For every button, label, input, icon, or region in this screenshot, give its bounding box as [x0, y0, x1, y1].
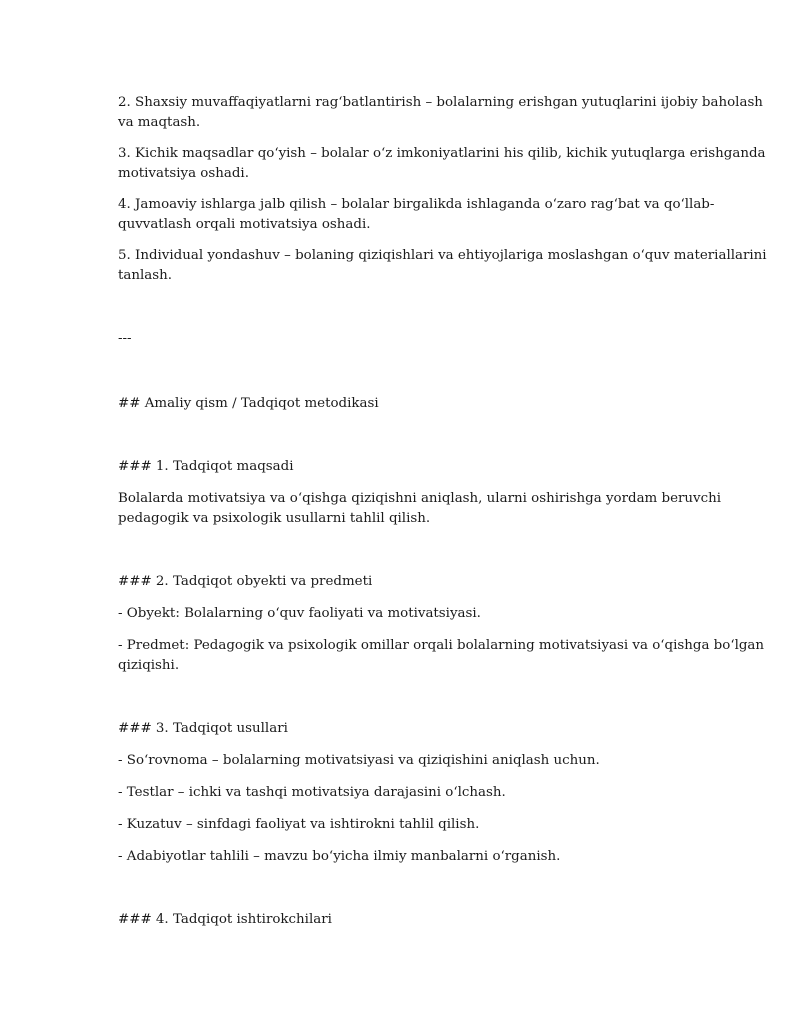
section-heading: ## Amaliy qism / Tadqiqot metodikasi: [118, 396, 379, 411]
research-goal-line-2: pedagogik va psixologik usullarni tahlil qilish.: [118, 511, 431, 526]
research-goal-line-1: Bolalarda motivatsiya va o‘qishga qiziqishni aniqlash, ularni oshirishga yordam beruvchi: [118, 491, 722, 506]
subheading-research-methods: ### 3. Tadqiqot usullari: [118, 721, 288, 736]
method-item-literature: - Adabiyotlar tahlili – mavzu bo‘yicha ilmiy manbalarni o‘rganish.: [118, 849, 561, 864]
horizontal-rule-markdown: ---: [118, 331, 132, 346]
method-item-tests: - Testlar – ichki va tashqi motivatsiya darajasini o‘lchash.: [118, 785, 506, 800]
list-item-5-line-2: tanlash.: [118, 268, 173, 283]
list-item-3-line-2: motivatsiya oshadi.: [118, 166, 249, 181]
list-item-4-line-2: quvvatlash orqali motivatsiya oshadi.: [118, 217, 371, 232]
research-subject-line-1: - Predmet: Pedagogik va psixologik omillar orqali bolalarning motivatsiyasi va o‘qishga bo‘lgan: [118, 638, 765, 653]
research-subject-line-2: qiziqishi.: [118, 658, 180, 673]
list-item-2-line-1: 2. Shaxsiy muvaffaqiyatlarni rag‘batlantirish – bolalarning erishgan yutuqlarini ijobiy baholash: [118, 95, 763, 110]
list-item-3-line-1: 3. Kichik maqsadlar qo‘yish – bolalar o‘z imkoniyatlarini his qilib, kichik yutuqlarga erishganda: [118, 146, 766, 161]
method-item-observation: - Kuzatuv – sinfdagi faoliyat va ishtirokni tahlil qilish.: [118, 817, 480, 832]
list-item-4-line-1: 4. Jamoaviy ishlarga jalb qilish – bolalar birgalikda ishlaganda o‘zaro rag‘bat va qo‘llab-: [118, 197, 715, 212]
list-item-2-line-2: va maqtash.: [118, 115, 201, 130]
research-object-item: - Obyekt: Bolalarning o‘quv faoliyati va motivatsiyasi.: [118, 606, 481, 621]
subheading-research-goal: ### 1. Tadqiqot maqsadi: [118, 459, 294, 474]
method-item-survey: - So‘rovnoma – bolalarning motivatsiyasi va qiziqishini aniqlash uchun.: [118, 753, 600, 768]
subheading-research-object: ### 2. Tadqiqot obyekti va predmeti: [118, 574, 373, 589]
list-item-5-line-1: 5. Individual yondashuv – bolaning qiziqishlari va ehtiyojlariga moslashgan o‘quv materiallarini: [118, 248, 767, 263]
subheading-participants: ### 4. Tadqiqot ishtirokchilari: [118, 912, 332, 927]
